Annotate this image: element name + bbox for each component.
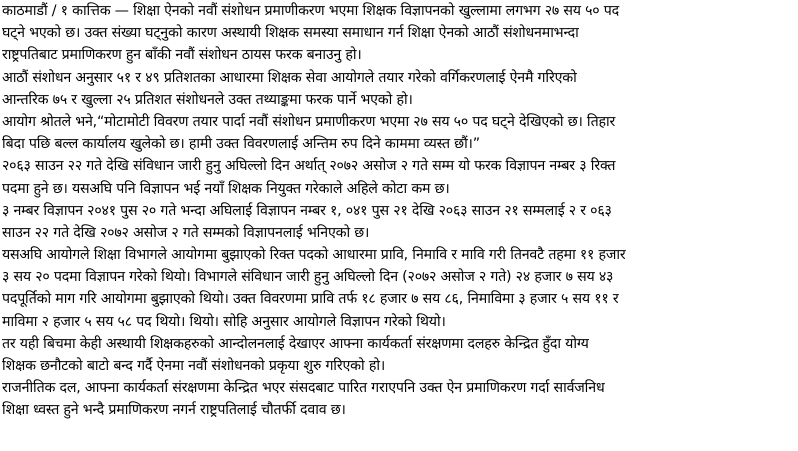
text-line-6: आयोग श्रोतले भने,“मोटामोटी विवरण तयार पार्दा नवौं संशोधन प्रमाणीकरण भएमा २७ सय ५० पद घट्ने देखिएको छ। तिहार <box>2 113 616 130</box>
text-line-10: ३ नम्बर विज्ञापन २०४१ पुस २० गते भन्दा अघिलाई विज्ञापन नम्बर १, ०४१ पुस २१ देखि २०६३ साउन २१ सम्मलाई २ र ०६३ <box>2 202 612 219</box>
text-line-11: साउन २२ गते देखि २०७२ असोज २ गते सम्मको विज्ञापनलाई भनिएको छ। <box>2 224 370 241</box>
text-line-2: घट्ने भएको छ। उक्त संख्या घट्नुको कारण अस्थायी शिक्षक समस्या समाधान गर्न शिक्षा ऐनको आठौं संशोधनमाभन्दा <box>2 25 579 42</box>
article-body <box>2 0 796 422</box>
text-line-3: राष्ट्रपतिबाट प्रमाणिकरण हुन बाँकी नवौं संशोधन ठायस फरक बनाउनु हो। <box>2 47 362 64</box>
text-line-5: आन्तरिक ७५ र खुल्ला २५ प्रतिशत संशोधनले उक्त तथ्याङ्कमा फरक पार्ने भएको हो। <box>2 91 413 108</box>
text-line-14: पदपूर्तिको माग गरि आयोगमा बुझाएको थियो। उक्त विवरणमा प्रावि तर्फ १८ हजार ७ सय ८६, निमाविमा ३ हजार ५ सय ११ र <box>2 291 619 308</box>
text-line-16: तर यही बिचमा केही अस्थायी शिक्षकहरुको आन्दोलनलाई देखाएर आफ्ना कार्यकर्ता संरक्षणमा दलहरु केन्द्रित हुँदा योग्य <box>2 335 589 352</box>
text-line-12: यसअघि आयोगले शिक्षा विभागले आयोगमा बुझाएको रिक्त पदको आधारमा प्रावि, निमावि र मावि गरी तिनवटै तहमा ११ हजार <box>2 247 626 264</box>
text-line-15: माविमा २ हजार ५ सय ५८ पद थियो। थियो। सोहि अनुसार आयोगले विज्ञापन गरेको थियो। <box>2 313 446 330</box>
text-line-17: शिक्षक छनौटको बाटो बन्द गर्दै ऐनमा नवौं संशोधनको प्रकृया शुरु गरिएको हो। <box>2 358 386 374</box>
text-line-4: आठौं संशोधन अनुसार ५१ र ४९ प्रतिशतका आधारमा शिक्षक सेवा आयोगले तयार गरेको वर्गिकरणलाई ऐनमै गरिएको <box>2 69 577 86</box>
text-line-1: काठमाडौं / १ कात्तिक — शिक्षा ऐनको नवौं संशोधन प्रमाणीकरण भएमा शिक्षक विज्ञापनको खुल्लामा लगभग २७ सय ५० पद <box>2 3 619 19</box>
text-line-13: ३ सय २० पदमा विज्ञापन गरेको थियो। विभागले संविधान जारी हुनु अघिल्लो दिन (२०७२ असोज २ गते) २४ हजार ७ सय ४३ <box>2 269 614 286</box>
text-line-7: बिदा पछि बल्ल कार्यालय खुलेको छ। हामी उक्त विवरणलाई अन्तिम रुप दिने काममा व्यस्त छौं।” <box>2 136 480 153</box>
text-line-19: शिक्षा ध्वस्त हुने भन्दै प्रमाणिकरण नगर्न राष्ट्रपतिलाई चौतर्फी दवाव छ। <box>2 402 346 419</box>
text-line-8: २०६३ साउन २२ गते देखि संविधान जारी हुनु अघिल्लो दिन अर्थात् २०७२ असोज २ गते सम्म यो फरक विज्ञापन नम्बर ३ रिक्त <box>2 158 616 175</box>
text-line-9: पदमा हुने छ। यसअघि पनि विज्ञापन भई नयाँ शिक्षक नियुक्त गरेकाले अहिले कोटा कम छ। <box>2 180 450 197</box>
text-line-18: राजनीतिक दल, आफ्ना कार्यकर्ता संरक्षणमा केन्द्रित भएर संसदबाट पारित गराएपनि उक्त ऐन प्रमाणिकरण गर्दा सार्वजनिध <box>2 380 605 397</box>
